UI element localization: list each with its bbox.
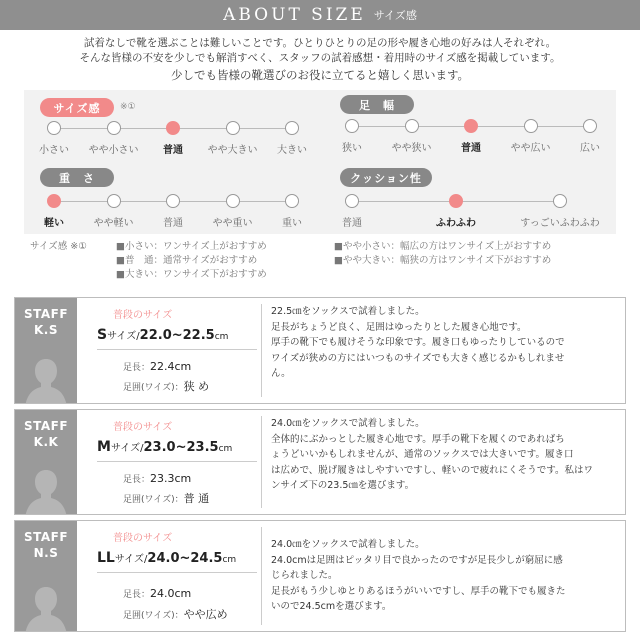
intro-line-2: そんな皆様の不安を少しでも解消すべく、スタッフの試着感想・着用時のサイズ感を掲載しています。	[79, 52, 561, 64]
scale-dot	[345, 119, 359, 133]
comment-line: 足長がちょうど良く、足囲はゆったりとした履き心地です。	[271, 321, 527, 333]
scale-label: やや小さい	[88, 145, 139, 156]
scale-label: 広い	[580, 143, 600, 154]
staff-name	[15, 418, 77, 450]
staff-label: STAFF	[23, 530, 69, 544]
size-unit: cm	[222, 555, 237, 565]
foot-length-value: 24.0cm	[150, 587, 192, 600]
staff-name	[15, 529, 77, 561]
legend-item: ■大きい：ワンサイズ下がおすすめ	[116, 269, 267, 280]
scale-dot	[166, 194, 180, 208]
staff-comment	[271, 537, 623, 615]
legend-item: ■小さい：ワンサイズ上がおすすめ	[116, 241, 267, 252]
person-silhouette-icon	[23, 353, 69, 403]
scale-label: やや重い	[212, 218, 253, 229]
width-title: 足 幅	[340, 95, 414, 114]
staff-card	[14, 520, 626, 632]
legend-item: ■やや大きい：幅狭の方はワンサイズ下がおすすめ	[334, 255, 552, 266]
size-word: サイズ/	[114, 554, 148, 565]
header-title-en: ABOUT SIZE	[223, 5, 366, 25]
comment-line: ワイズが狭めの方にはいつものサイズでも大きく感じるかもしれませ	[271, 352, 565, 364]
size-range: 22.0~22.5	[139, 328, 215, 343]
scale-dot-selected	[47, 194, 61, 208]
usual-size-label: 普段のサイズ	[113, 533, 173, 544]
scale-label: すっごいふわふわ	[520, 218, 600, 229]
comment-line: ンサイズ下の23.5㎝を選びます。	[271, 480, 415, 491]
scale-label: 大きい	[277, 145, 307, 156]
scale-dot	[583, 119, 597, 133]
scale-label: 普通	[163, 145, 183, 156]
staff-initials: K.K	[33, 435, 59, 449]
scale-label: ふわふわ	[436, 218, 476, 229]
comment-line: 22.5㎝をソックスで試着しました。	[271, 306, 425, 317]
comment-line: 24.0cmは足囲はピッタリ目で良かったのですが足長少しが窮屈に感	[271, 554, 563, 566]
staff-comment	[271, 416, 623, 494]
legend-left	[116, 240, 267, 282]
foot-width	[123, 378, 209, 394]
divider	[97, 349, 257, 350]
foot-length	[123, 360, 191, 373]
staff-label: STAFF	[23, 419, 69, 433]
scale-dot	[405, 119, 419, 133]
size-code: S	[97, 327, 108, 343]
staff-initials: K.S	[34, 323, 58, 337]
comment-line: ょうどいいかもしれませんが、通常のソックスでは大きいです。履き口	[271, 449, 574, 460]
comment-line: ん。	[271, 368, 291, 379]
scale-dot	[285, 121, 299, 135]
scale-label: 普通	[461, 143, 481, 154]
size-range: 23.0~23.5	[143, 440, 219, 455]
scale-label: 小さい	[39, 145, 69, 156]
foot-width	[123, 490, 209, 506]
foot-width	[123, 606, 228, 622]
legend-right	[334, 240, 551, 268]
size-feel-title: サイズ感	[40, 98, 114, 117]
scale-label: 普通	[342, 218, 362, 229]
foot-width-value: 普 通	[183, 492, 210, 505]
legend-item: ■普 通：通常サイズがおすすめ	[116, 255, 258, 266]
staff-name	[15, 306, 77, 338]
divider	[97, 572, 257, 573]
legend-head: サイズ感 ※①	[30, 241, 87, 252]
size-code: LL	[97, 550, 115, 566]
scale-dot-selected	[166, 121, 180, 135]
intro-line-3: 少しでも皆様の靴選びのお役に立てると嬉しく思います。	[170, 68, 470, 82]
page-header	[0, 0, 640, 30]
scale-dot	[285, 194, 299, 208]
size-word: サイズ/	[107, 331, 140, 342]
staff-card	[14, 297, 626, 404]
usual-size-value	[97, 324, 228, 343]
scale-label: やや狭い	[391, 143, 432, 154]
scale-dot-selected	[449, 194, 463, 208]
scale-label: 狭い	[342, 143, 362, 154]
scale-label: 軽い	[44, 218, 64, 229]
staff-side-panel	[15, 298, 77, 403]
foot-length	[123, 587, 191, 600]
scale-dot	[553, 194, 567, 208]
weight-title: 重 さ	[40, 168, 114, 187]
foot-width-label: 足囲(ワイズ)：	[123, 611, 184, 621]
foot-length	[123, 472, 191, 485]
scale-dot	[345, 194, 359, 208]
staff-side-panel	[15, 410, 77, 514]
size-code: M	[97, 439, 111, 455]
person-silhouette-icon	[23, 581, 69, 631]
scale-dot	[524, 119, 538, 133]
comment-line: いので24.5cmを選びます。	[271, 601, 392, 612]
comment-line: 厚手の靴下でも履けそうな印象です。履き口もゆったりしているので	[271, 337, 565, 348]
foot-length-value: 23.3cm	[150, 472, 192, 485]
divider	[261, 304, 262, 397]
comment-line: 全体的にぶかっとした履き心地です。厚手の靴下を履くのであればち	[271, 433, 565, 445]
comment-line: じられました。	[271, 570, 338, 581]
cushion-title: クッション性	[340, 168, 432, 187]
scale-dot	[107, 194, 121, 208]
size-range: 24.0~24.5	[147, 551, 223, 566]
scale-label: 重い	[282, 218, 302, 229]
scale-dot	[107, 121, 121, 135]
foot-width-label: 足囲(ワイズ)：	[123, 383, 184, 393]
usual-size-label: 普段のサイズ	[113, 310, 173, 321]
staff-initials: N.S	[33, 546, 59, 560]
scale-label: やや広い	[510, 143, 551, 154]
scale-dot	[47, 121, 61, 135]
staff-comment	[271, 304, 623, 382]
usual-size-value	[97, 436, 232, 455]
divider	[97, 461, 257, 462]
comment-line: 足長がもう少しゆとりあるほうがいいですし、厚手の靴下でも履きた	[271, 585, 566, 597]
scale-dot	[226, 194, 240, 208]
size-word: サイズ/	[110, 443, 144, 454]
size-feel-note: ※①	[120, 102, 136, 112]
foot-length-label: 足長：	[123, 475, 151, 485]
size-unit: cm	[214, 332, 229, 342]
foot-width-value: 狭 め	[183, 380, 210, 393]
staff-side-panel	[15, 521, 77, 631]
size-chart-panel	[24, 90, 616, 234]
foot-length-value: 22.4cm	[150, 360, 192, 373]
header-title-ja: サイズ感	[373, 9, 417, 22]
scale-label: 普通	[163, 218, 183, 229]
person-silhouette-icon	[23, 464, 69, 514]
scale-label: やや大きい	[207, 145, 258, 156]
legend-item: ■やや小さい：幅広の方はワンサイズ上がおすすめ	[334, 241, 552, 252]
comment-line: は広めで、脱げ履きはしやすいですし、軽いので疲れにくそうです。私はワ	[271, 464, 594, 476]
divider	[261, 527, 262, 625]
staff-label: STAFF	[23, 307, 69, 321]
foot-width-value: やや広め	[183, 608, 228, 621]
size-unit: cm	[218, 444, 233, 454]
intro-text	[0, 36, 640, 83]
intro-line-1: 試着なしで靴を選ぶことは難しいことです。ひとりひとりの足の形や履き心地の好みは人それぞれ。	[83, 37, 557, 49]
foot-length-label: 足長：	[123, 590, 151, 600]
comment-line: 24.0㎝をソックスで試着しました。	[271, 418, 425, 429]
scale-label: やや軽い	[93, 218, 134, 229]
divider	[261, 416, 262, 508]
usual-size-value	[97, 547, 236, 566]
foot-length-label: 足長：	[123, 363, 151, 373]
scale-dot-selected	[464, 119, 478, 133]
usual-size-label: 普段のサイズ	[113, 422, 173, 433]
comment-line: 24.0㎝をソックスで試着しました。	[271, 539, 425, 550]
staff-card	[14, 409, 626, 515]
foot-width-label: 足囲(ワイズ)：	[123, 495, 184, 505]
scale-dot	[226, 121, 240, 135]
